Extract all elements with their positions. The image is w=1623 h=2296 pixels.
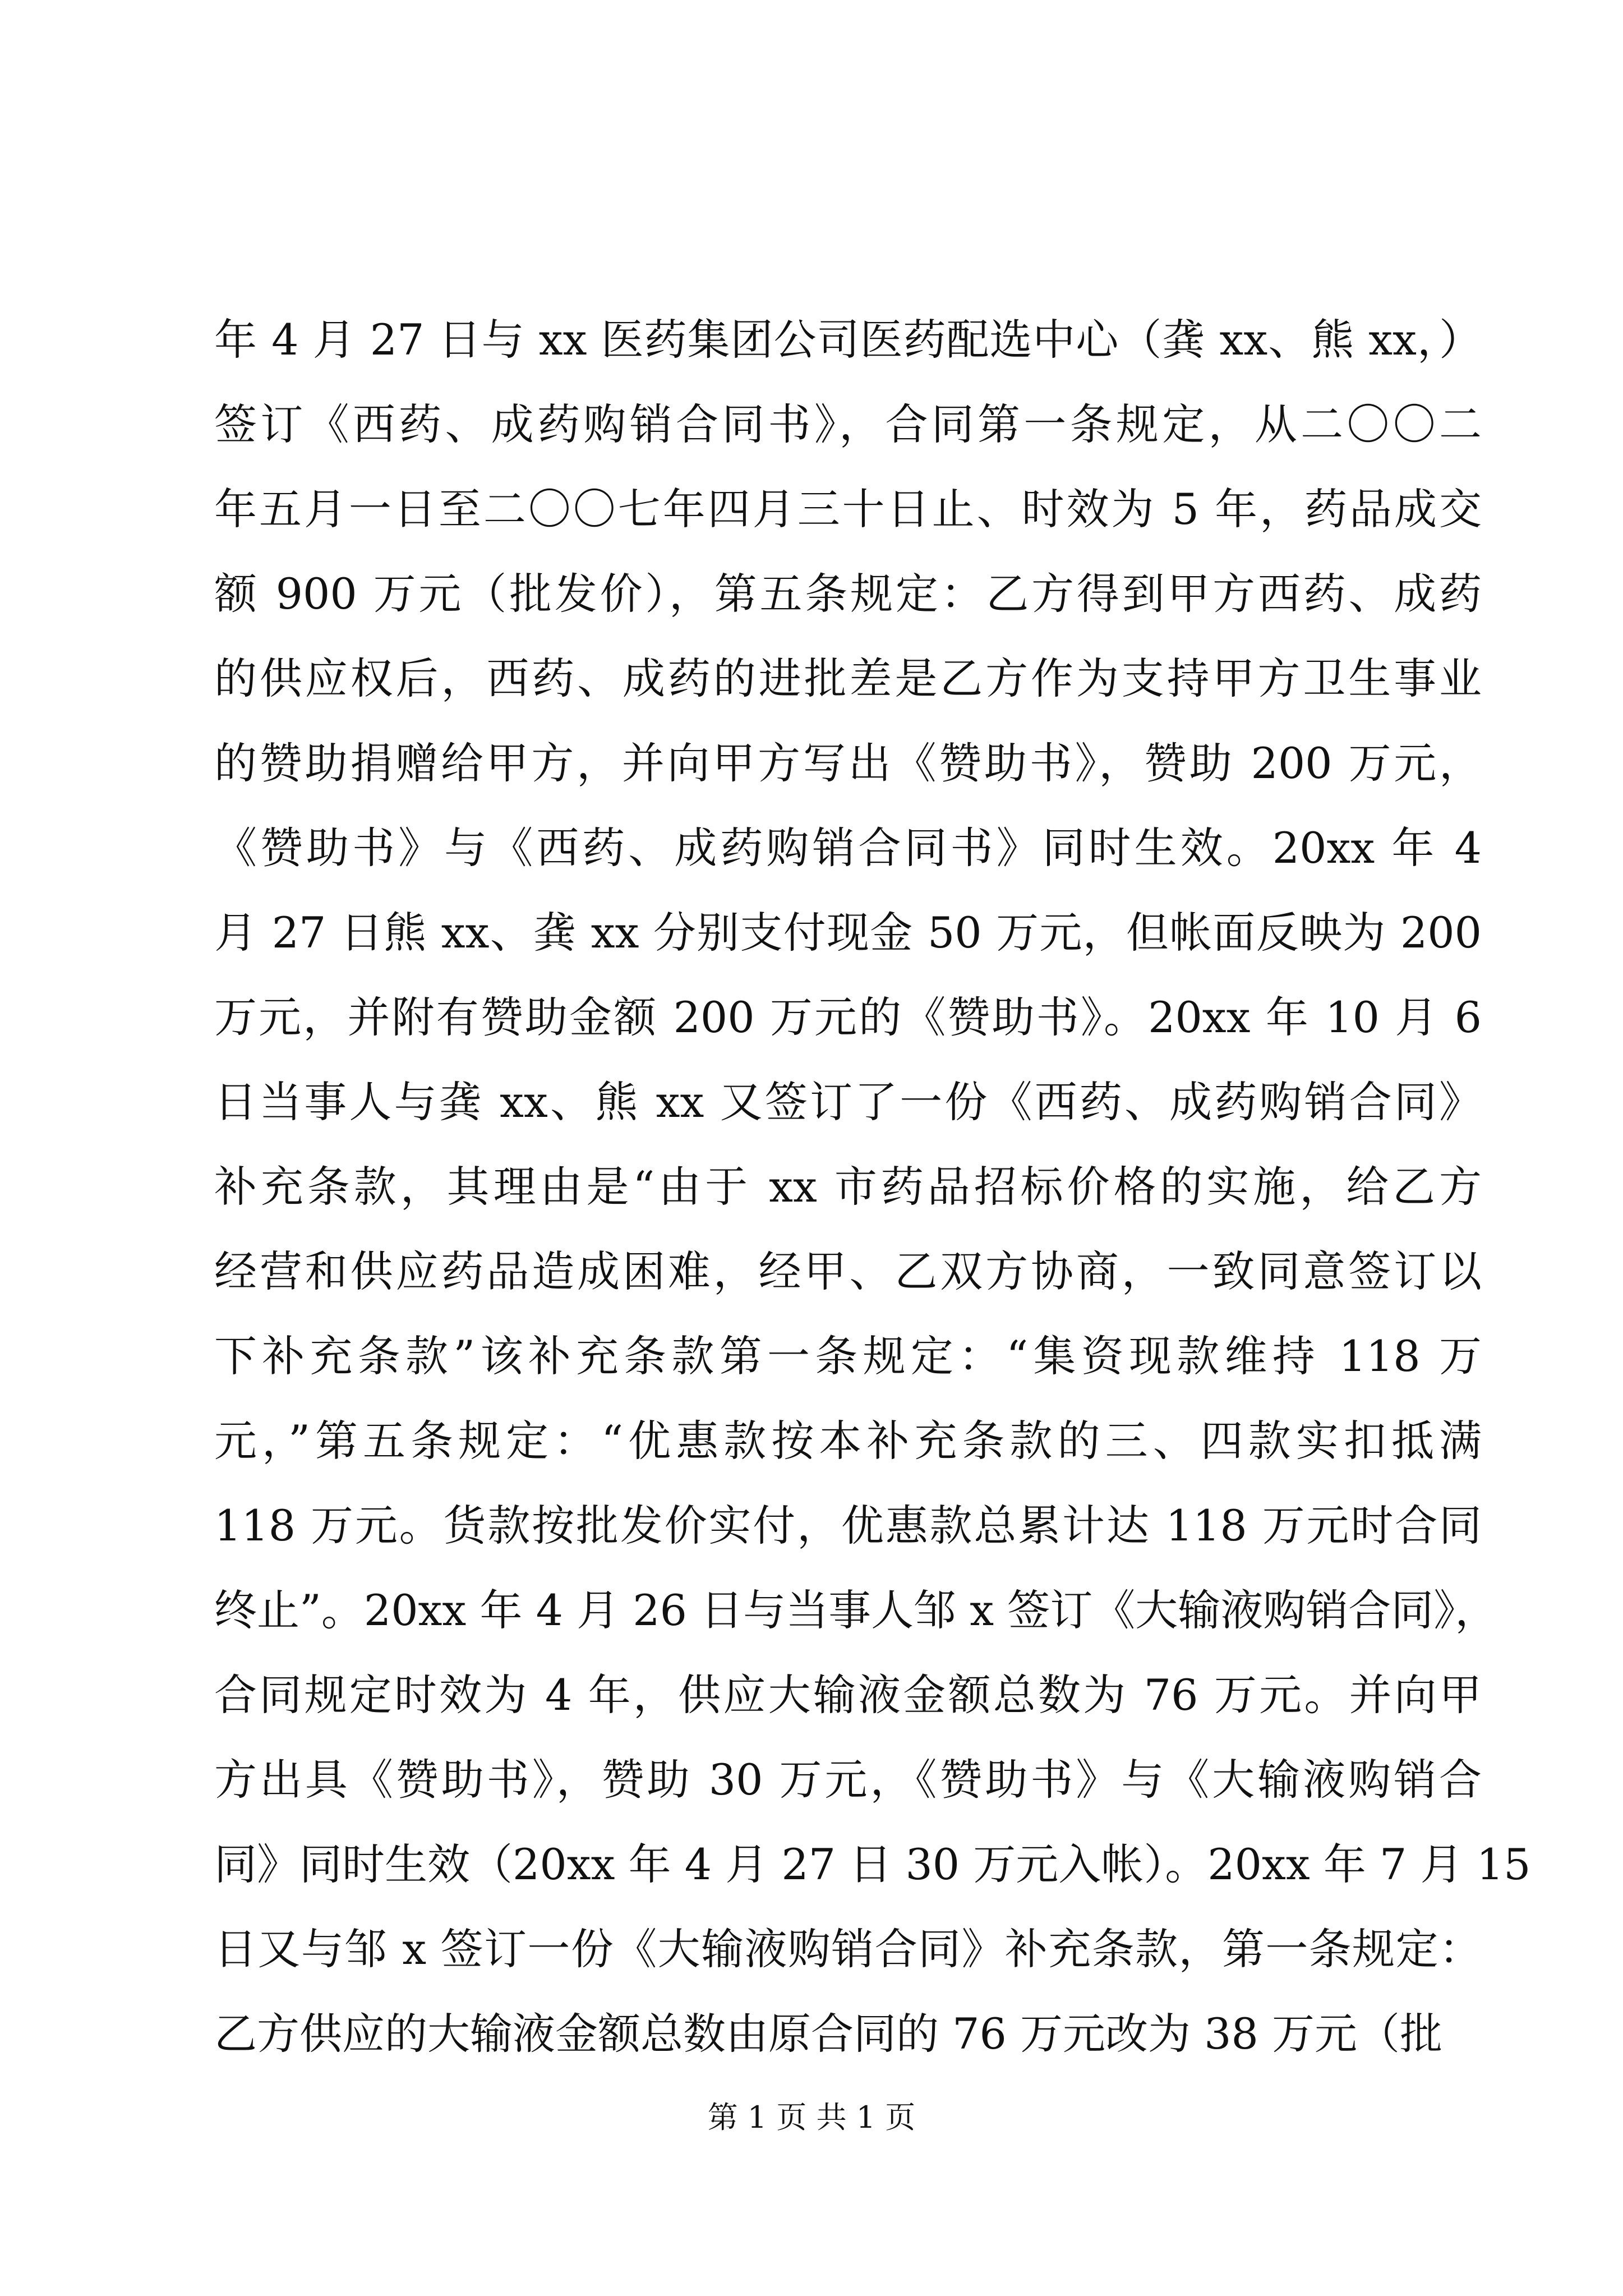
text-line: 118 万元。货款按批发价实付，优惠款总累计达 118 万元时合同 bbox=[214, 1501, 1482, 1550]
page-footer bbox=[0, 2095, 1623, 2140]
text-line: 终止”。20xx 年 4 月 26 日与当事人邹 x 签订《大输液购销合同》， bbox=[214, 1585, 1498, 1635]
text-line: 《赞助书》与《西药、成药购销合同书》同时生效。20xx 年 4 bbox=[214, 823, 1482, 873]
text-line: 签订《西药、成药购销合同书》，合同第一条规定，从二〇〇二 bbox=[214, 399, 1482, 449]
document-body bbox=[214, 297, 1531, 2076]
text-line: 日当事人与龚 xx、熊 xx 又签订了一份《西药、成药购销合同》 bbox=[214, 1077, 1482, 1127]
text-line: 经营和供应药品造成困难，经甲、乙双方协商，一致同意签订以 bbox=[214, 1246, 1482, 1296]
text-line: 万元，并附有赞助金额 200 万元的《赞助书》。20xx 年 10 月 6 bbox=[214, 992, 1482, 1042]
text-line: 的供应权后，西药、成药的进批差是乙方作为支持甲方卫生事业 bbox=[214, 654, 1482, 703]
text-line: 额 900 万元（批发价），第五条规定：乙方得到甲方西药、成药 bbox=[214, 569, 1482, 619]
text-line: 合同规定时效为 4 年，供应大输液金额总数为 76 万元。并向甲 bbox=[214, 1670, 1482, 1720]
text-line: 的赞助捐赠给甲方，并向甲方写出《赞助书》，赞助 200 万元， bbox=[214, 738, 1482, 788]
text-line: 补充条款，其理由是“由于 xx 市药品招标价格的实施，给乙方 bbox=[214, 1162, 1482, 1212]
text-line: 日又与邹 x 签订一份《大输液购销合同》补充条款，第一条规定： bbox=[214, 1924, 1482, 1974]
text-line: 方出具《赞助书》，赞助 30 万元，《赞助书》与《大输液购销合 bbox=[214, 1755, 1482, 1805]
text-line: 同》同时生效（20xx 年 4 月 27 日 30 万元入帐）。20xx 年 7 月 15 bbox=[214, 1839, 1531, 1889]
text-line: 年 4 月 27 日与 xx 医药集团公司医药配选中心（龚 xx、熊 xx，） bbox=[214, 315, 1482, 365]
text-line: 月 27 日熊 xx、龚 xx 分别支付现金 50 万元，但帐面反映为 200 bbox=[214, 908, 1482, 958]
text-line: 乙方供应的大输液金额总数由原合同的 76 万元改为 38 万元（批 bbox=[214, 2009, 1443, 2059]
text-line: 年五月一日至二〇〇七年四月三十日止、时效为 5 年，药品成交 bbox=[214, 484, 1482, 534]
text-line: 下补充条款”该补充条款第一条规定：“集资现款维持 118 万 bbox=[214, 1331, 1482, 1381]
text-line: 元，”第五条规定：“优惠款按本补充条款的三、四款实扣抵满 bbox=[214, 1416, 1482, 1466]
page-number-label: 第 1 页 共 1 页 bbox=[707, 2100, 916, 2135]
